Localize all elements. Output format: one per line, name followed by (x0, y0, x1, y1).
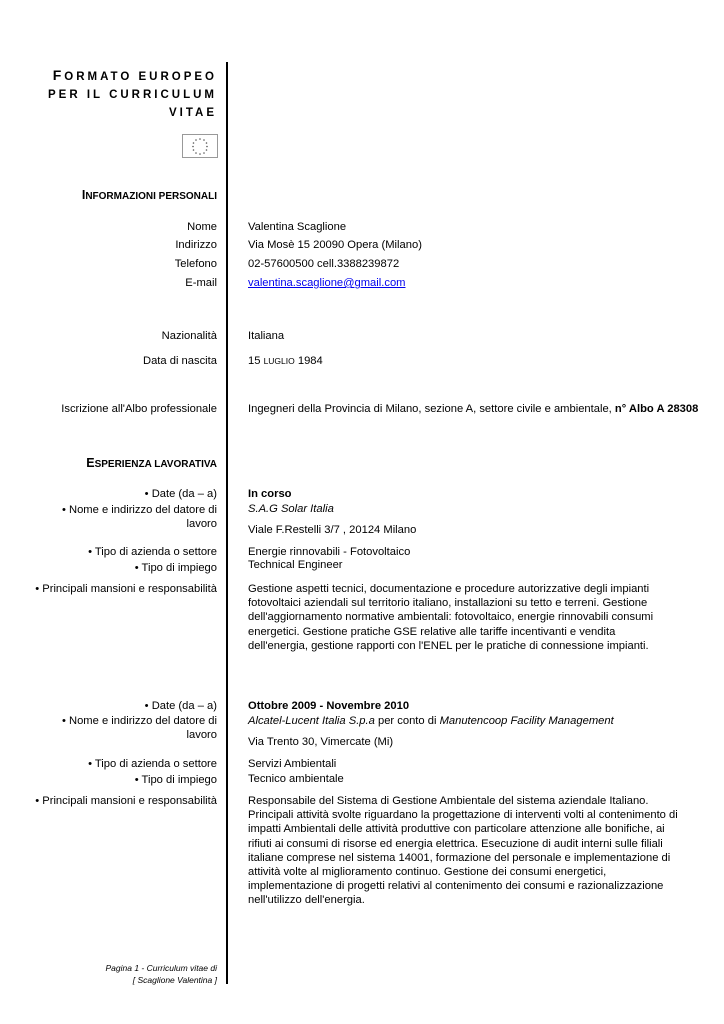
job2-duties-label: • Principali mansioni e responsabilità (35, 795, 217, 807)
job1-job-type-value: Technical Engineer (248, 559, 343, 571)
job1-date-value: In corso (248, 488, 292, 500)
job2-company-type-value: Servizi Ambientali (248, 758, 337, 770)
job1-company-type-value: Energie rinnovabili - Fotovoltaico (248, 546, 411, 558)
albo-value: Ingegneri della Provincia di Milano, sezione A, settore civile e ambientale, n° Albo A 28308 (248, 403, 699, 415)
address-value: Via Mosè 15 20090 Opera (Milano) (248, 239, 422, 251)
job2-date-label: • Date (da – a) (144, 700, 217, 712)
albo-label: Iscrizione all'Albo professionale (61, 403, 217, 415)
title-line-2: PER IL CURRICULUM (48, 89, 217, 101)
job2-date-value: Ottobre 2009 - Novembre 2010 (248, 700, 410, 712)
job2-duties-value: Responsabile del Sistema di Gestione Ambientale del sistema aziendale Italiano. Principali attività svolte riguardano la progettazione di interventi volti al contenimento di impatti Ambientali delle attività produttive con particolare attenzione alle bonifiche, ai rifiuti ai consumi di risorse ed energia elettrica. Esecuzione di audit interni sulle filiali italiane comprese nel sistema 14001, formazione del personale e implementazione di attività volte al miglioramento continuo. Gestione dei consumi energetici, implementazione di progetti relativi al contenimento dei consumi e razionalizzazione nell'utilizzo dell'energia. (248, 795, 678, 907)
footer-line-2: [ Scaglione Valentina ] (132, 975, 217, 985)
job2-employer-label: • Nome e indirizzo del datore di lavoro (61, 715, 217, 741)
job1-employer-label: • Nome e indirizzo del datore di lavoro (61, 504, 217, 530)
job2-company-type-label: • Tipo di azienda o settore (88, 758, 217, 770)
job1-address-value: Viale F.Restelli 3/7 , 20124 Milano (248, 524, 417, 536)
footer-line-1: Pagina 1 - Curriculum vitae di (105, 963, 217, 973)
address-label: Indirizzo (175, 239, 217, 251)
job2-job-type-label: • Tipo di impiego (134, 774, 217, 786)
job1-duties-label: • Principali mansioni e responsabilità (35, 583, 217, 595)
job1-job-type-label: • Tipo di impiego (134, 562, 217, 574)
experience-heading: ESPERIENZA LAVORATIVA (86, 456, 217, 470)
job2-address-value: Via Trento 30, Vimercate (Mi) (248, 736, 394, 748)
phone-value: 02-57600500 cell.3388239872 (248, 258, 400, 270)
job2-employer-value: Alcatel-Lucent Italia S.p.a per conto di Manutencoop Facility Management (248, 715, 614, 727)
job1-employer-value: S.A.G Solar Italia (248, 503, 334, 515)
name-label: Nome (187, 221, 217, 233)
job1-date-label: • Date (da – a) (144, 488, 217, 500)
job1-company-type-label: • Tipo di azienda o settore (88, 546, 217, 558)
nationality-value: Italiana (248, 330, 285, 342)
page-footer (37, 962, 217, 986)
email-value-wrapper (248, 276, 406, 290)
job2-job-type-value: Tecnico ambientale (248, 773, 344, 785)
email-label: E-mail (185, 277, 217, 289)
vertical-divider (226, 62, 228, 984)
name-value: Valentina Scaglione (248, 221, 347, 233)
title-line-3: VITAE (168, 107, 217, 119)
birthdate-value: 15 LUGLIO 1984 (248, 355, 323, 367)
eu-flag-icon (182, 134, 218, 158)
personal-info-heading: INFORMAZIONI PERSONALI (81, 188, 217, 202)
nationality-label: Nazionalità (161, 330, 217, 342)
phone-label: Telefono (174, 258, 217, 270)
email-link[interactable]: valentina.scaglione@gmail.com (248, 277, 406, 289)
document-title (0, 66, 217, 122)
title-line-1: FORMATO EUROPEO (52, 67, 217, 83)
birthdate-label: Data di nascita (142, 355, 217, 367)
job1-duties-value: Gestione aspetti tecnici, documentazione e procedure autorizzative degli impianti fotovoltaici aziendali sul territorio italiano, installazioni su tetto e terreni. Gestione dell'aggiornamento normative ambientali: fotovoltaico, energie rinnovabili consumi energetici. Gestione pratiche GSE relative alle tariffe incentivanti e vendita dell'energia, gestione rapporti con l'ENEL per le pratiche di connessione impianti. (248, 583, 654, 652)
